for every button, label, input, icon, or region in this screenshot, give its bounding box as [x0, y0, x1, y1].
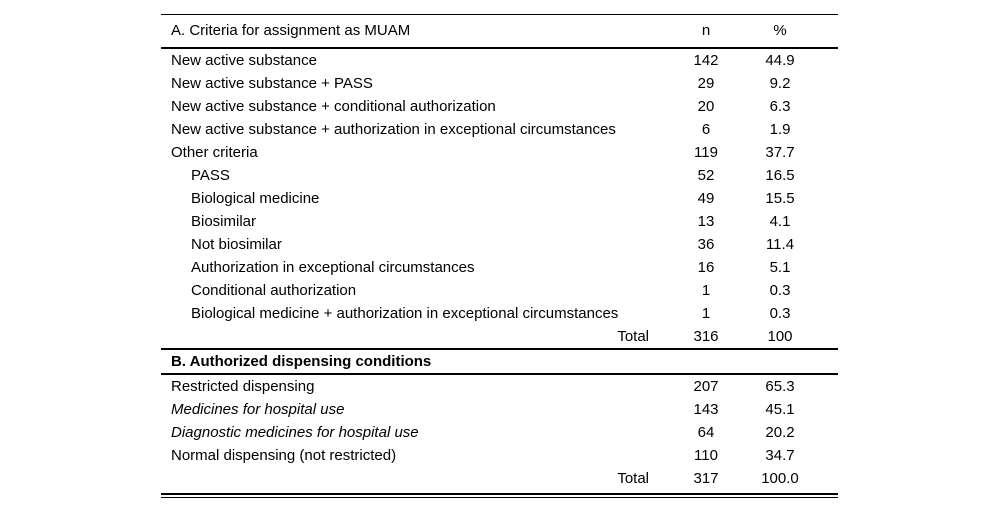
- row-n: 36: [697, 236, 715, 253]
- section-b-title-row: [161, 350, 838, 373]
- row-n: 110: [694, 447, 718, 464]
- row-pct: 1.9: [769, 121, 791, 138]
- table-row: [161, 398, 838, 421]
- total-row: [161, 325, 838, 348]
- table-row: [161, 210, 838, 233]
- total-label: Total: [617, 470, 649, 487]
- row-label: Authorization in exceptional circumstances: [191, 259, 475, 276]
- table-row: [161, 279, 838, 302]
- row-pct: 16.5: [765, 167, 795, 184]
- row-n: 20: [697, 98, 715, 115]
- bottom-rule: [161, 493, 838, 495]
- table-row: [161, 72, 838, 95]
- row-pct: 11.4: [765, 236, 795, 253]
- table-row: [161, 444, 838, 467]
- section-b-title: B. Authorized dispensing conditions: [171, 353, 432, 370]
- row-n: 119: [694, 144, 718, 161]
- row-pct: 65.3: [765, 378, 795, 395]
- table-row: [161, 302, 838, 325]
- row-label: Conditional authorization: [191, 282, 357, 299]
- table-row: [161, 233, 838, 256]
- row-pct: 0.3: [769, 305, 791, 322]
- row-pct: 6.3: [769, 98, 791, 115]
- total-row: [161, 467, 838, 490]
- row-pct: 20.2: [765, 424, 795, 441]
- row-label: Biosimilar: [191, 213, 257, 230]
- table-row: [161, 141, 838, 164]
- table-row: [161, 164, 838, 187]
- row-pct: 4.1: [769, 213, 791, 230]
- row-pct: 34.7: [765, 447, 795, 464]
- row-n: 52: [697, 167, 715, 184]
- row-label: New active substance + PASS: [171, 75, 373, 92]
- row-n: 143: [693, 401, 719, 418]
- total-label: Total: [617, 328, 649, 345]
- header-label: A. Criteria for assignment as MUAM: [171, 22, 411, 39]
- row-pct: 5.1: [769, 259, 791, 276]
- header-pct: %: [773, 22, 787, 39]
- table-row: [161, 187, 838, 210]
- table-row: [161, 95, 838, 118]
- row-n: 16: [697, 259, 715, 276]
- total-n: 317: [693, 470, 719, 487]
- row-label: New active substance + authorization in exceptional circumstances: [171, 121, 616, 138]
- row-label: Other criteria: [171, 144, 258, 161]
- row-label: New active substance + conditional authorization: [171, 98, 496, 115]
- row-n: 1: [701, 282, 711, 299]
- row-label: PASS: [191, 167, 230, 184]
- row-label: Biological medicine: [191, 190, 320, 207]
- row-pct: 44.9: [765, 52, 795, 69]
- row-n: 49: [697, 190, 715, 207]
- table-row: [161, 49, 838, 72]
- total-pct: 100: [767, 328, 793, 345]
- total-pct: 100.0: [761, 470, 799, 487]
- row-label: Restricted dispensing: [171, 378, 315, 395]
- row-n: 64: [697, 424, 715, 441]
- row-label: Normal dispensing (not restricted): [171, 447, 397, 464]
- row-pct: 15.5: [765, 190, 795, 207]
- table-row: [161, 375, 838, 398]
- row-label: Diagnostic medicines for hospital use: [171, 424, 419, 441]
- row-label: New active substance: [171, 52, 317, 69]
- row-pct: 37.7: [765, 144, 795, 161]
- row-n: 1: [701, 305, 711, 322]
- table-row: [161, 256, 838, 279]
- row-n: 207: [693, 378, 719, 395]
- row-pct: 0.3: [769, 282, 791, 299]
- header-n: n: [701, 22, 711, 39]
- row-pct: 9.2: [769, 75, 791, 92]
- row-n: 142: [693, 52, 719, 69]
- muam-table: [161, 14, 838, 498]
- row-label: Biological medicine + authorization in exceptional circumstances: [191, 305, 619, 322]
- row-n: 29: [697, 75, 715, 92]
- bottom-rule-second: [161, 497, 838, 498]
- row-n: 6: [701, 121, 711, 138]
- total-n: 316: [693, 328, 719, 345]
- row-label: Not biosimilar: [191, 236, 282, 253]
- table-row: [161, 118, 838, 141]
- row-label: Medicines for hospital use: [171, 401, 345, 418]
- table-row: [161, 421, 838, 444]
- row-pct: 45.1: [765, 401, 795, 418]
- table-header: [161, 15, 838, 47]
- row-n: 13: [697, 213, 715, 230]
